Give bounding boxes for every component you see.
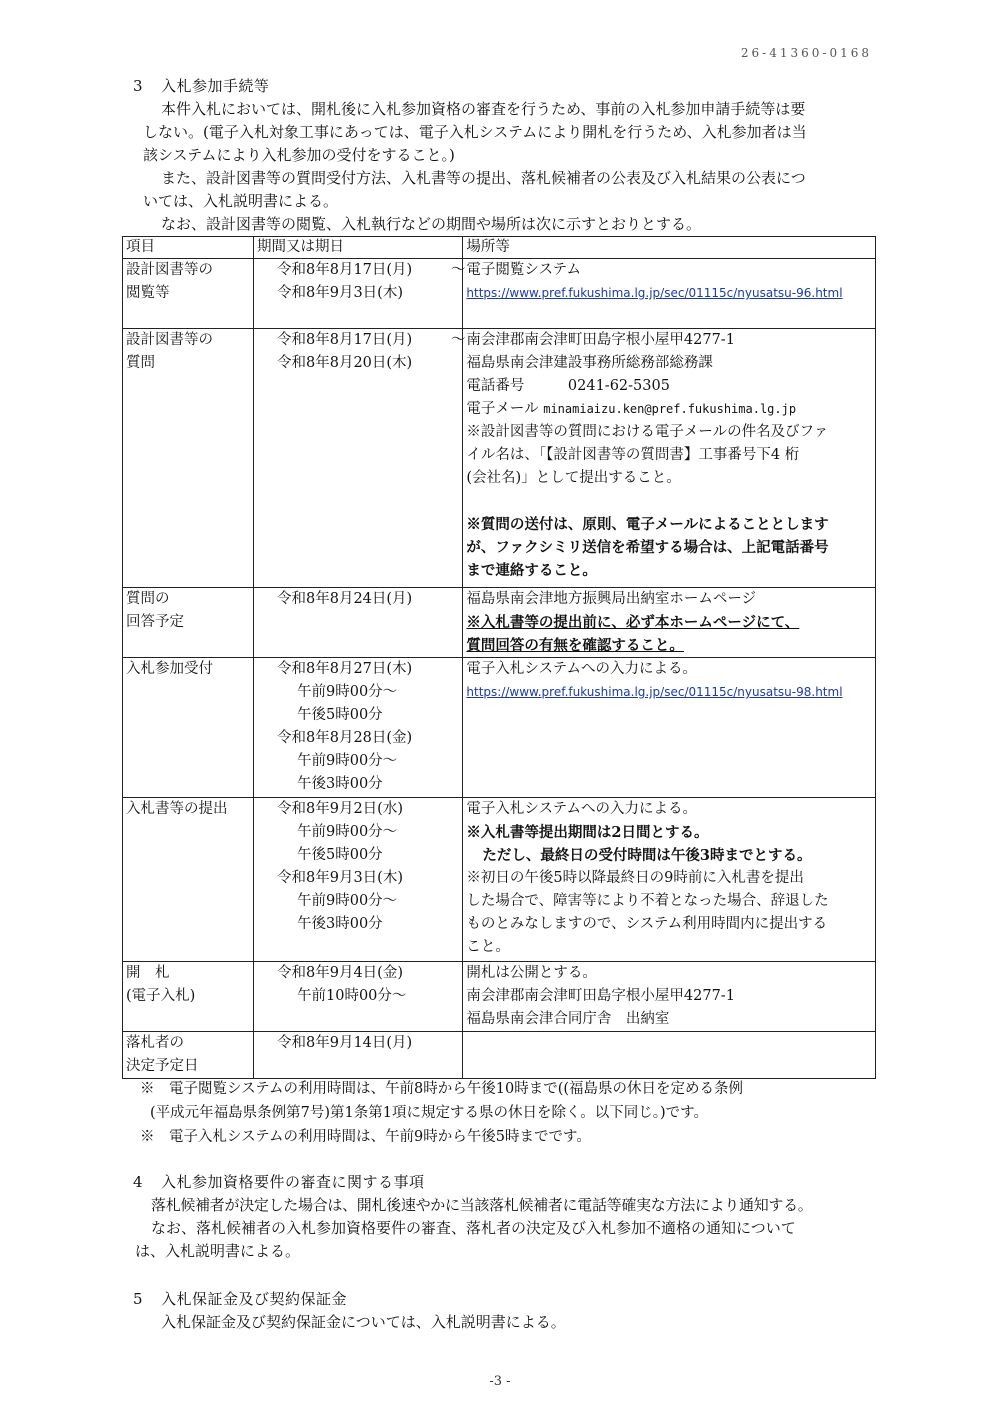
section-3-para2-line1: また、設計図書等の質問受付方法、入札書等の提出、落札候補者の公表及び入札結果の公表につ <box>161 169 806 187</box>
row-place <box>463 1032 876 1079</box>
row-place: 南会津郡南会津町田島字根小屋甲4277-1 福島県南会津建設事務所総務部総務課 電話番号 0241-62-5305 電子メール minamiaizu.ken@pref.fukushima.lg.jp ※設計図書等の質問における電子メールの件名及びファ イル名は、「【設計図書等の質問書】工事番号下4 桁 (会社名)」として提出すること。 ※質問の送付は、原則、電子メールによることとします が、ファクシミリ送信を希望する場合は、上記電話番号 まで連絡すること。 <box>463 329 876 588</box>
schedule-table <box>122 236 876 1079</box>
row-item: 質問の 回答予定 <box>123 588 254 658</box>
row-item: 開 札 (電子入札) <box>123 962 254 1032</box>
document-number: 26-41360-0168 <box>740 46 872 60</box>
row-dates: 令和8年9月14日(月) <box>254 1032 463 1079</box>
section-4 <box>133 1171 878 1263</box>
section-4-para1: 落札候補者が決定した場合は、開札後速やかに当該落札候補者に電話等確実な方法により通知する。 <box>151 1196 813 1214</box>
section-3-para1-line2: しない。(電子入札対象工事にあっては、電子入札システムにより開札を行うため、入札参加者は当 <box>143 123 807 141</box>
row-place: 電子閲覧システム https://www.pref.fukushima.lg.jp/sec/01115c/nyusatsu-96.html <box>463 259 876 329</box>
row-dates: 令和8年8月24日(月) <box>254 588 463 658</box>
row-dates: 令和8年9月4日(金) 午前10時00分～ <box>254 962 463 1032</box>
section-3-para1-line1: 本件入札においては、開札後に入札参加資格の審査を行うため、事前の入札参加申請手続等は要 <box>161 100 806 118</box>
row-dates: 令和8年8月27日(木) 午前9時00分～ 午後5時00分 令和8年8月28日(金) 午前9時00分～ 午後3時00分 <box>254 658 463 798</box>
row-item: 入札参加受付 <box>123 658 254 798</box>
section-3-para1-line3: 該システムにより入札参加の受付をすること。) <box>143 146 455 164</box>
table-notes <box>140 1077 870 1149</box>
section-5-title: 入札保証金及び契約保証金 <box>161 1290 348 1308</box>
section-3-title: 入札参加手続等 <box>161 77 270 95</box>
section-4-para2-line1: なお、落札候補者の入札参加資格要件の審査、落札者の決定及び入札参加不適格の通知について <box>151 1219 796 1237</box>
header-place: 場所等 <box>463 237 876 259</box>
row-item: 設計図書等の 質問 <box>123 329 254 588</box>
row-place: 電子入札システムへの入力による。 https://www.pref.fukushima.lg.jp/sec/01115c/nyusatsu-98.html <box>463 658 876 798</box>
row-item: 落札者の 決定予定日 <box>123 1032 254 1079</box>
row-place: 福島県南会津地方振興局出納室ホームページ ※入札書等の提出前に、必ず本ホームページにて、 質問回答の有無を確認すること。 <box>463 588 876 658</box>
section-3-para2-line2: いては、入札説明書による。 <box>143 192 339 210</box>
note-1-line1: ※ 電子閲覧システムの利用時間は、午前8時から午後10時まで((福島県の休日を定める条例 <box>140 1081 744 1097</box>
row-place: 開札は公開とする。 南会津郡南会津町田島字根小屋甲4277-1 福島県南会津合同庁舎 出納室 <box>463 962 876 1032</box>
row-item: 設計図書等の 閲覧等 <box>123 259 254 329</box>
row-place: 電子入札システムへの入力による。 ※入札書等提出期間は2日間とする。 ただし、最終日の受付時間は午後3時までとする。 ※初日の午後5時以降最終日の9時前に入札書を提出 した場合で、障害等により不着となった場合、辞退した ものとみなしますので、システム利用時間内に提出する こと。 <box>463 798 876 962</box>
tilde-mark: ～ <box>450 332 466 348</box>
e-viewing-system-link[interactable]: https://www.pref.fukushima.lg.jp/sec/01115c/nyusatsu-96.html <box>466 286 843 300</box>
section-5-para1: 入札保証金及び契約保証金については、入札説明書による。 <box>161 1313 566 1331</box>
section-3-para3: なお、設計図書等の閲覧、入札執行などの期間や場所は次に示すとおりとする。 <box>161 215 702 233</box>
row-item: 入札書等の提出 <box>123 798 254 962</box>
table-header-row <box>123 237 876 259</box>
table-row <box>123 658 876 798</box>
table-row <box>123 329 876 588</box>
row-dates: 令和8年8月17日(月) ～ 令和8年8月20日(木) <box>254 329 463 588</box>
section-4-para2-line2: は、入札説明書による。 <box>135 1242 301 1260</box>
section-3-number: 3 <box>133 77 144 95</box>
page-number: -3 - <box>489 1374 511 1389</box>
row-dates: 令和8年9月2日(水) 午前9時00分～ 午後5時00分 令和8年9月3日(木) 午前9時00分～ 午後3時00分 <box>254 798 463 962</box>
table-row <box>123 1032 876 1079</box>
row-dates: 令和8年8月17日(月) ～ 令和8年9月3日(木) <box>254 259 463 329</box>
note-1-line2: (平成元年福島県条例第7号)第1条第1項に規定する県の休日を除く。以下同じ。)です。 <box>150 1105 708 1121</box>
section-4-title: 入札参加資格要件の審査に関する事項 <box>161 1173 425 1191</box>
header-period: 期間又は期日 <box>254 237 463 259</box>
e-bidding-system-link[interactable]: https://www.pref.fukushima.lg.jp/sec/01115c/nyusatsu-98.html <box>466 685 843 699</box>
section-5-number: 5 <box>133 1290 144 1308</box>
table-row <box>123 962 876 1032</box>
header-item: 項目 <box>123 237 254 259</box>
section-3 <box>133 75 878 236</box>
table-row <box>123 798 876 962</box>
email-address[interactable]: minamiaizu.ken@pref.fukushima.lg.jp <box>543 402 797 416</box>
table-row <box>123 259 876 329</box>
section-4-number: 4 <box>133 1173 144 1191</box>
section-5 <box>133 1288 878 1334</box>
table-row <box>123 588 876 658</box>
note-2: ※ 電子入札システムの利用時間は、午前9時から午後5時までです。 <box>140 1129 591 1145</box>
tilde-mark: ～ <box>450 262 466 278</box>
